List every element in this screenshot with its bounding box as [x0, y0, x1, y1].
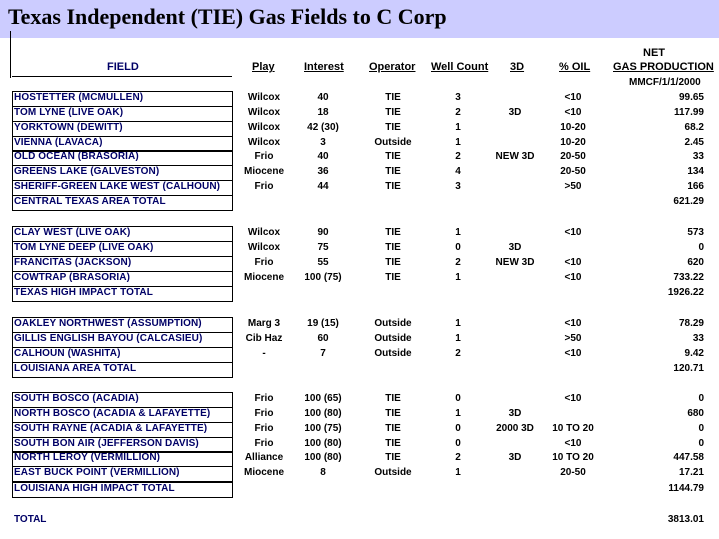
play-cell: -: [262, 347, 266, 359]
play-cell: Cib Haz: [245, 332, 283, 344]
table-row: [0, 407, 719, 422]
well-count-cell: 2: [455, 347, 461, 359]
table-row: [0, 332, 719, 347]
well-count-cell: 1: [455, 318, 461, 329]
operator-cell: TIE: [385, 422, 401, 434]
play-cell: Miocene: [243, 467, 285, 479]
table-row: [0, 165, 719, 180]
operator-cell: TIE: [385, 241, 401, 253]
interest-cell: 55: [317, 256, 329, 268]
field-name: GILLIS ENGLISH BAYOU (CALCASIEU): [14, 332, 203, 344]
area-total-row: [0, 362, 719, 377]
interest-cell: 19 (15): [307, 318, 339, 329]
interest-cell: 100 (75): [304, 271, 342, 283]
oil-cell: >50: [564, 332, 582, 344]
well-count-cell: 1: [455, 407, 461, 419]
operator-cell: TIE: [385, 166, 401, 178]
operator-cell: TIE: [385, 256, 401, 268]
field-name: SOUTH BON AIR (JEFFERSON DAVIS): [14, 437, 199, 449]
well-count-cell: 1: [455, 121, 461, 133]
operator-cell: TIE: [385, 407, 401, 419]
interest-cell: 40: [317, 92, 329, 103]
gas-production-cell: 0: [698, 437, 704, 449]
operator-cell: TIE: [385, 452, 401, 464]
gas-production-cell: 447.58: [673, 452, 704, 464]
oil-cell: 10-20: [560, 121, 586, 133]
play-cell: Frio: [254, 407, 274, 419]
gas-production-cell: 33: [692, 332, 704, 344]
operator-cell: TIE: [385, 106, 401, 118]
well-count-cell: 0: [455, 241, 461, 253]
well-count-cell: 4: [455, 166, 461, 178]
field-name: TOM LYNE (LIVE OAK): [14, 106, 124, 118]
field-name: CLAY WEST (LIVE OAK): [14, 227, 131, 238]
play-cell: Frio: [254, 256, 274, 268]
operator-cell: TIE: [385, 271, 401, 283]
oil-cell: <10: [564, 227, 582, 238]
table-row: [0, 271, 719, 286]
well-count-cell: 1: [455, 332, 461, 344]
operator-cell: TIE: [385, 121, 401, 133]
area-total-row: [0, 286, 719, 301]
interest-cell: 3: [320, 136, 326, 148]
table-row: [0, 91, 719, 106]
well-count-cell: 2: [455, 106, 461, 118]
gas-production-cell: 0: [698, 422, 704, 434]
play-cell: Wilcox: [247, 241, 281, 253]
table-row: [0, 226, 719, 241]
table-row: [0, 106, 719, 121]
gas-production-cell: 0: [698, 241, 704, 253]
interest-cell: 40: [317, 151, 329, 163]
interest-cell: 100 (80): [304, 437, 342, 449]
header-play: Play: [252, 61, 275, 73]
table-row: [0, 136, 719, 151]
play-cell: Wilcox: [247, 121, 281, 133]
area-total-label: LOUISIANA HIGH IMPACT TOTAL: [14, 482, 175, 494]
header-gas-production: GAS PRODUCTION: [613, 61, 714, 73]
area-total-label: TEXAS HIGH IMPACT TOTAL: [14, 286, 153, 298]
table-row: [0, 241, 719, 256]
field-name: COWTRAP (BRASORIA): [14, 271, 131, 283]
header-well-count: Well Count: [431, 61, 489, 73]
gas-production-cell: 17.21: [678, 467, 704, 479]
gas-production-cell: 78.29: [678, 318, 704, 329]
interest-cell: 100 (75): [304, 422, 342, 434]
well-count-cell: 2: [455, 452, 461, 464]
well-count-cell: 1: [455, 227, 461, 238]
gas-production-cell: 573: [687, 227, 704, 238]
play-cell: Wilcox: [247, 227, 281, 238]
well-count-cell: 1: [455, 271, 461, 283]
field-name: HOSTETTER (MCMULLEN): [14, 92, 144, 103]
gas-production-cell: 9.42: [684, 347, 704, 359]
field-name: TOM LYNE DEEP (LIVE OAK): [14, 241, 154, 253]
oil-cell: <10: [564, 92, 582, 103]
field-name: OLD OCEAN (BRASORIA): [14, 151, 139, 163]
oil-cell: <10: [564, 256, 582, 268]
play-cell: Frio: [254, 393, 274, 404]
operator-cell: Outside: [374, 467, 412, 479]
header-pct-oil: % OIL: [559, 61, 591, 73]
operator-cell: TIE: [385, 181, 401, 193]
area-total-row: [0, 195, 719, 210]
field-name: YORKTOWN (DEWITT): [14, 121, 123, 133]
field-name: FRANCITAS (JACKSON): [14, 256, 132, 268]
oil-cell: 20-50: [560, 467, 586, 479]
gas-production-cell: 68.2: [684, 121, 704, 133]
oil-cell: 10-20: [560, 136, 586, 148]
field-name: NORTH LEROY (VERMILLION): [14, 452, 161, 464]
header-mmcf: MMCF/1/1/2000: [629, 77, 701, 88]
well-count-cell: 3: [455, 181, 461, 193]
table-row: [0, 392, 719, 407]
operator-cell: TIE: [385, 393, 401, 404]
grand-total-label: TOTAL: [14, 514, 47, 525]
area-total-label: LOUISIANA AREA TOTAL: [14, 363, 137, 375]
table-row: [0, 437, 719, 452]
area-total-value: 120.71: [673, 363, 704, 375]
field-name: OAKLEY NORTHWEST (ASSUMPTION): [14, 318, 202, 329]
interest-cell: 75: [317, 241, 329, 253]
header-field: FIELD: [107, 61, 139, 73]
grand-total-value: 3813.01: [667, 514, 704, 525]
well-count-cell: 1: [455, 467, 461, 479]
play-cell: Wilcox: [247, 136, 281, 148]
table-row: [0, 317, 719, 332]
operator-cell: TIE: [385, 151, 401, 163]
play-cell: Frio: [254, 151, 274, 163]
field-name: NORTH BOSCO (ACADIA & LAFAYETTE): [14, 407, 211, 419]
interest-cell: 100 (80): [304, 452, 342, 464]
3d-cell: 3D: [508, 241, 522, 253]
gas-production-cell: 2.45: [684, 136, 704, 148]
oil-cell: 10 TO 20: [552, 422, 594, 434]
well-count-cell: 2: [455, 256, 461, 268]
oil-cell: <10: [564, 437, 582, 449]
3d-cell: NEW 3D: [495, 256, 535, 268]
oil-cell: <10: [564, 347, 582, 359]
field-name: CALHOUN (WASHITA): [14, 347, 121, 359]
table-row: [0, 422, 719, 437]
3d-cell: 3D: [508, 106, 522, 118]
gas-production-cell: 733.22: [673, 271, 704, 283]
interest-cell: 100 (80): [304, 407, 342, 419]
oil-cell: <10: [564, 106, 582, 118]
gas-production-cell: 117.99: [673, 106, 704, 118]
play-cell: Frio: [254, 437, 274, 449]
table-row: [0, 451, 719, 466]
interest-cell: 100 (65): [304, 393, 342, 404]
oil-cell: >50: [564, 181, 582, 193]
table-row: [0, 180, 719, 195]
header-net: NET: [643, 47, 665, 59]
area-total-value: 1926.22: [667, 286, 704, 298]
oil-cell: <10: [564, 393, 582, 404]
interest-cell: 90: [317, 227, 329, 238]
play-cell: Marg 3: [247, 318, 281, 329]
well-count-cell: 0: [455, 422, 461, 434]
header-divider: [10, 31, 11, 78]
well-count-cell: 0: [455, 437, 461, 449]
oil-cell: 10 TO 20: [552, 452, 594, 464]
well-count-cell: 0: [455, 393, 461, 404]
area-total-value: 621.29: [673, 196, 704, 208]
play-cell: Frio: [254, 181, 274, 193]
interest-cell: 18: [317, 106, 329, 118]
play-cell: Frio: [254, 422, 274, 434]
3d-cell: 3D: [508, 452, 522, 464]
gas-production-cell: 166: [687, 181, 704, 193]
operator-cell: Outside: [374, 318, 412, 329]
header-interest: Interest: [304, 61, 344, 73]
operator-cell: TIE: [385, 92, 401, 103]
field-name: SHERIFF-GREEN LAKE WEST (CALHOUN): [14, 181, 221, 193]
operator-cell: Outside: [374, 136, 412, 148]
gas-production-cell: 33: [692, 151, 704, 163]
interest-cell: 44: [317, 181, 329, 193]
header-rule: [12, 76, 232, 77]
operator-cell: Outside: [374, 332, 412, 344]
field-name: SOUTH BOSCO (ACADIA): [14, 393, 139, 404]
table-row: [0, 347, 719, 362]
operator-cell: Outside: [374, 347, 412, 359]
gas-production-cell: 99.65: [678, 92, 704, 103]
oil-cell: 20-50: [560, 166, 586, 178]
interest-cell: 8: [320, 467, 326, 479]
well-count-cell: 1: [455, 136, 461, 148]
gas-production-cell: 620: [687, 256, 704, 268]
play-cell: Miocene: [243, 166, 285, 178]
area-total-row: [0, 482, 719, 497]
area-total-label: CENTRAL TEXAS AREA TOTAL: [14, 196, 166, 208]
gas-production-cell: 680: [687, 407, 704, 419]
area-total-value: 1144.79: [668, 482, 704, 494]
3d-cell: 2000 3D: [496, 422, 534, 434]
interest-cell: 60: [317, 332, 329, 344]
field-name: VIENNA (LAVACA): [14, 136, 103, 148]
interest-cell: 42 (30): [307, 121, 339, 133]
oil-cell: <10: [564, 318, 582, 329]
table-row: [0, 256, 719, 271]
table-row: [0, 466, 719, 481]
gas-production-cell: 0: [698, 393, 704, 404]
field-name: GREENS LAKE (GALVESTON): [14, 166, 160, 178]
well-count-cell: 2: [455, 151, 461, 163]
interest-cell: 7: [320, 347, 326, 359]
3d-cell: 3D: [508, 407, 522, 419]
field-name: EAST BUCK POINT (VERMILLION): [14, 467, 180, 479]
oil-cell: <10: [564, 271, 582, 283]
well-count-cell: 3: [455, 92, 461, 103]
table-row: [0, 150, 719, 165]
header-operator: Operator: [369, 61, 416, 73]
interest-cell: 36: [317, 166, 329, 178]
operator-cell: TIE: [385, 437, 401, 449]
page-title: Texas Independent (TIE) Gas Fields to C Corp: [8, 4, 447, 29]
field-name: SOUTH RAYNE (ACADIA & LAFAYETTE): [14, 422, 208, 434]
play-cell: Wilcox: [247, 106, 281, 118]
operator-cell: TIE: [385, 227, 401, 238]
play-cell: Alliance: [244, 452, 284, 464]
table-row: [0, 121, 719, 136]
play-cell: Miocene: [243, 271, 285, 283]
header-3d: 3D: [510, 61, 525, 73]
play-cell: Wilcox: [247, 92, 281, 103]
oil-cell: 20-50: [560, 151, 586, 163]
gas-production-cell: 134: [687, 166, 704, 178]
3d-cell: NEW 3D: [495, 151, 535, 163]
